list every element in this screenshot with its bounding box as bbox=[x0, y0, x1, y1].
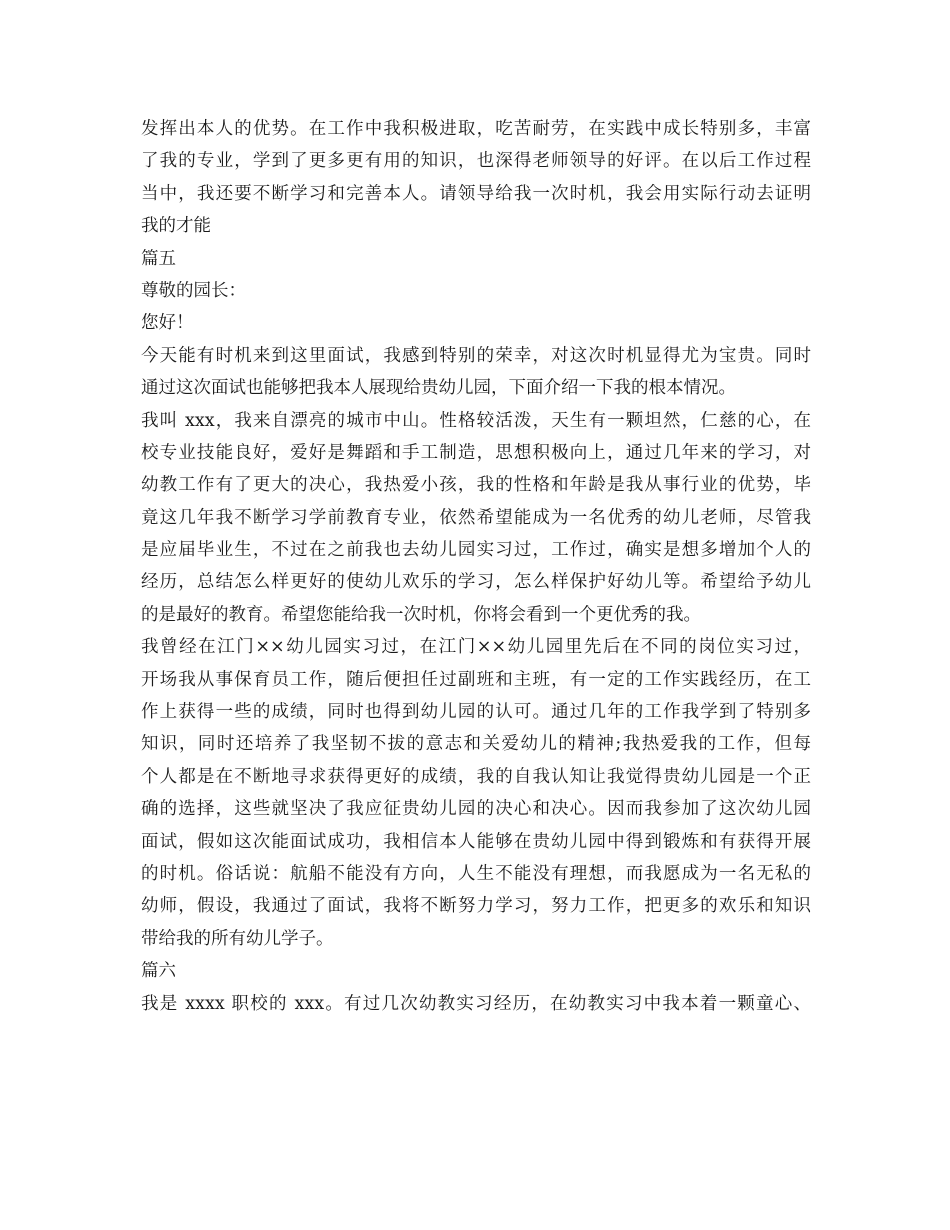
text-line: 是应届毕业生，不过在之前我也去幼儿园实习过，工作过，确实是想多增加个人的 bbox=[141, 540, 811, 561]
greeting: 您好！ bbox=[141, 313, 194, 334]
text-line: 我曾经在江门××幼儿园实习过，在江门××幼儿园里先后在不同的岗位实习过， bbox=[141, 637, 811, 658]
text-line: 面试，假如这次能面试成功，我相信本人能够在贵幼儿园中得到锻炼和有获得开展 bbox=[141, 831, 811, 852]
text-line: 的时机。俗话说：航船不能没有方向，人生不能没有理想，而我愿成为一名无私的 bbox=[141, 863, 811, 884]
text-line: 开场我从事保育员工作，随后便担任过副班和主班，有一定的工作实践经历，在工 bbox=[141, 669, 811, 690]
text-line: 作上获得一些的成绩，同时也得到幼儿园的认可。通过几年的工作我学到了特别多 bbox=[141, 702, 811, 723]
text-line: 竟这几年我不断学习学前教育专业，依然希望能成为一名优秀的幼儿老师，尽管我 bbox=[141, 507, 811, 528]
text-line: 了我的专业，学到了更多更有用的知识，也深得老师领导的好评。在以后工作过程 bbox=[141, 151, 811, 172]
text-line: 我的才能 bbox=[141, 216, 211, 237]
text-line: 确的选择，这些就坚决了我应征贵幼儿园的决心和决心。因而我参加了这次幼儿园 bbox=[141, 799, 811, 820]
text-line: 的是最好的教育。希望您能给我一次时机，你将会看到一个更优秀的我。 bbox=[141, 604, 701, 625]
text-line: 知识，同时还培养了我坚韧不拔的意志和关爱幼儿的精神;我热爱我的工作，但每 bbox=[141, 734, 811, 755]
text-line: 个人都是在不断地寻求获得更好的成绩，我的自我认知让我觉得贵幼儿园是一个正 bbox=[141, 766, 811, 787]
text-line: 当中，我还要不断学习和完善本人。请领导给我一次时机，我会用实际行动去证明 bbox=[141, 183, 811, 204]
text-line: 经历，总结怎么样更好的使幼儿欢乐的学习，怎么样保护好幼儿等。希望给予幼儿 bbox=[141, 572, 811, 593]
text-line: 校专业技能良好，爱好是舞蹈和手工制造，思想积极向上，通过几年来的学习，对 bbox=[141, 442, 811, 463]
section-heading: 篇六 bbox=[141, 961, 176, 982]
section-heading: 篇五 bbox=[141, 248, 176, 269]
document-body bbox=[141, 113, 811, 1020]
text-line: 幼师，假设，我通过了面试，我将不断努力学习，努力工作，把更多的欢乐和知识 bbox=[141, 896, 811, 917]
text-line: 发挥出本人的优势。在工作中我积极进取，吃苦耐劳，在实践中成长特别多，丰富 bbox=[141, 119, 811, 139]
text-line: 幼教工作有了更大的决心，我热爱小孩，我的性格和年龄是我从事行业的优势，毕 bbox=[141, 475, 811, 496]
text-line: 我叫 xxx，我来自漂亮的城市中山。性格较活泼，天生有一颗坦然，仁慈的心，在 bbox=[141, 410, 811, 431]
text-line: 带给我的所有幼儿学子。 bbox=[141, 928, 334, 949]
salutation: 尊敬的园长： bbox=[141, 280, 246, 301]
text-line: 我是 xxxx 职校的 xxx。有过几次幼教实习经历，在幼教实习中我本着一颗童心、 bbox=[141, 993, 811, 1014]
text-line: 今天能有时机来到这里面试，我感到特别的荣幸，对这次时机显得尤为宝贵。同时 bbox=[141, 345, 811, 366]
text-line: 通过这次面试也能够把我本人展现给贵幼儿园，下面介绍一下我的根本情况。 bbox=[141, 378, 736, 399]
